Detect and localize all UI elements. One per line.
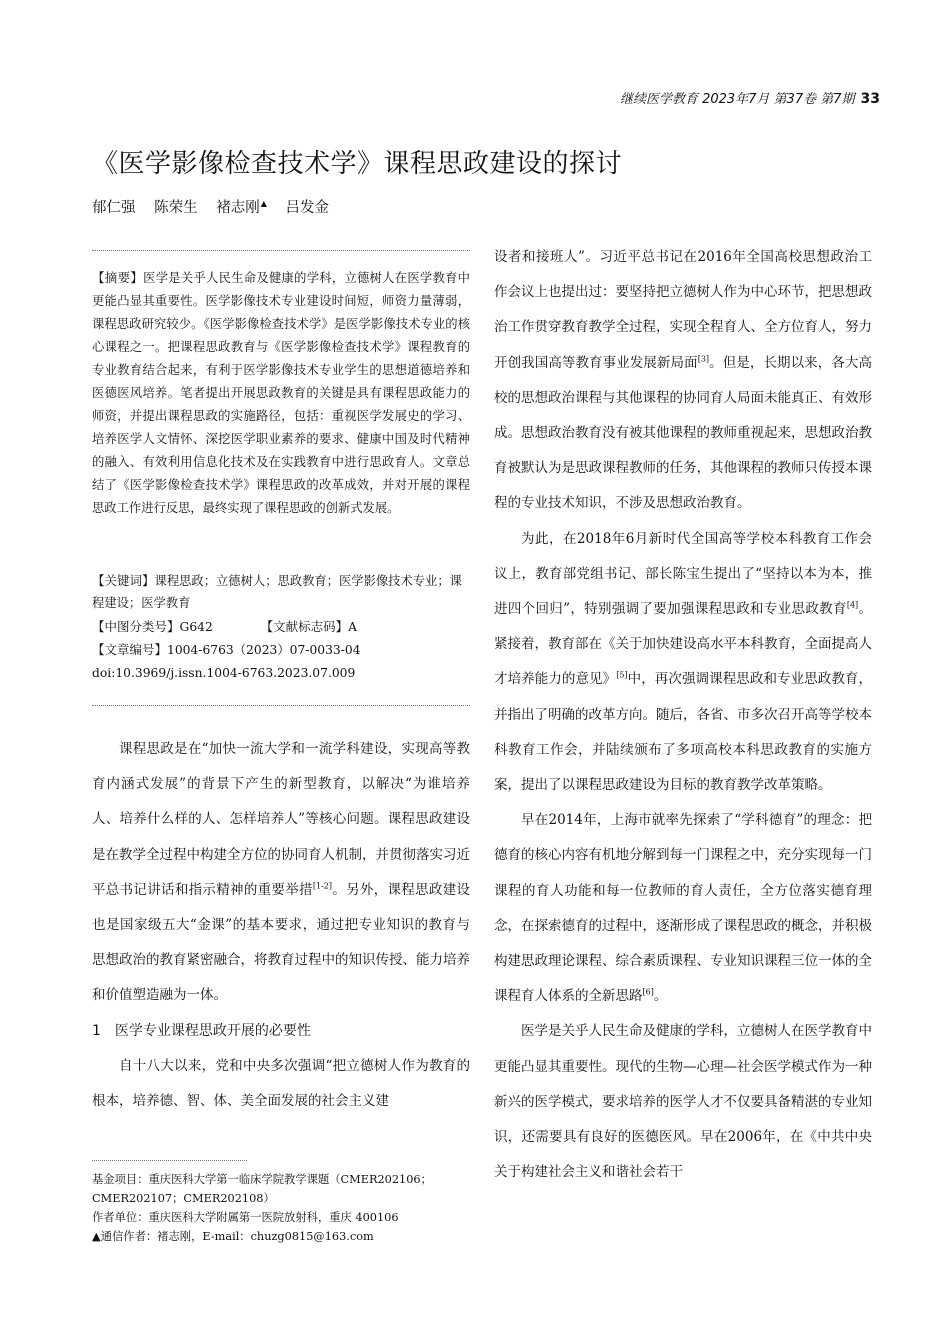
keywords-text: 课程思政；立德树人；思政教育；医学影像技术专业；课程建设；医学教育 — [92, 574, 462, 610]
paragraph-text: 。但是，长期以来，各大高校的思想政治课程与其他课程的协同育人局面未能真正、有效形成。思想政治教育没有被其他课程的教师重视起来，思想政治教育被默认为是思政课程教师的任务，其他课程的教师只传授本课程的专业技术知识，不涉及思想政治教育。 — [494, 354, 873, 512]
journal-info: 继续医学教育 2023年7月 第37卷 第7期 — [619, 92, 855, 107]
author-3 — [216, 200, 267, 216]
article-number-value: 1004-6763（2023）07-0033-04 — [167, 643, 361, 657]
abstract — [92, 266, 470, 520]
footnote-divider — [92, 1160, 247, 1161]
paragraph: 自十八大以来，党和中央多次强调“把立德树人作为教育的根本，培养德、智、体、美全面发展的社会主义建 — [92, 1057, 470, 1110]
doccode-label: 【文献标志码】 — [260, 619, 349, 634]
abstract-bottom-divider — [92, 705, 470, 706]
paragraph-text: 中，再次强调课程思政和专业思政教育，并指出了明确的改革方向。随后，各省、市多次召开高等学校本科教育工作会，并陆续颁布了多项高校本科思政教育的实施方案，提出了以课程思政建设为目标的教育教学改革策略。 — [494, 671, 872, 794]
author-1: 郁仁强 — [92, 200, 136, 216]
article-number-label: 【文章编号】 — [92, 642, 168, 657]
paragraph-text: 早在2014年，上海市就率先探索了“学科德育”的理念：把德育的核心内容有机地分解到每一门课程之中，充分实现每一门课程的育人功能和每一位教师的育人责任，全方位落实德育理念，在探索德育的过程中，逐渐形成了课程思政的概念，并积极构建思政理论课程、综合素质课程、专业知识课程三位一体的全课程育人体系的全新思路 — [494, 812, 872, 1005]
running-header — [600, 88, 880, 107]
keywords-label: 【关键词】 — [92, 573, 155, 588]
article-title: 《医学影像检查技术学》课程思政建设的探讨 — [92, 149, 623, 179]
citation: [5] — [616, 670, 628, 680]
clc-value: G642 — [179, 620, 213, 634]
paragraph-text: 设者和接班人”。习近平总书记在2016年全国高校思想政治工作会议上也提出过：要坚持把立德树人作为中心环节，把思想政治工作贯穿教育教学全过程，实现全程育人、全方位育人，努力开创我国高等教育事业发展新局面 — [494, 249, 872, 371]
author-2: 陈荣生 — [154, 200, 198, 216]
footnotes — [92, 1170, 470, 1246]
page-number: 33 — [860, 91, 880, 107]
paragraph-text: 为此，在2018年6月新时代全国高等学校本科教育工作会议上，教育部党组书记、部长陈宝生提出了“坚持以本为本，推进四个回归”，特别强调了要加强课程思政和专业思政教育 — [494, 530, 872, 618]
doccode-value: A — [348, 620, 358, 634]
keywords — [92, 570, 470, 614]
doi: doi:10.3969/j.issn.1004-6763.2023.07.009 — [92, 666, 356, 680]
paragraph-text: 。紧接着，教育部在《关于加快建设高水平本科教育，全面提高人才培养能力的意见》 — [494, 601, 872, 688]
paragraph-text: 课程思政是在“加快一流大学和一流学科建设，实现高等教育内涵式发展”的背景下产生的新型教育，以解决“为谁培养人、培养什么样的人、怎样培养人”等核心问题。课程思政建设是在教学全过程中构建全方位的协同育人机制，并贯彻落实习近平总书记讲话和指示精神的重要举措 — [92, 741, 470, 898]
abstract-label: 【摘要】 — [92, 270, 144, 285]
left-column — [92, 732, 470, 1119]
paragraph-text: 。另外，课程思政建设也是国家级五大“金课”的基本要求，通过把专业知识的教育与思想政治的教育紧密融合，将教育过程中的知识传授、能力培养和价值塑造融为一体。 — [92, 881, 471, 1004]
citation: [4] — [846, 600, 859, 610]
paragraph — [494, 522, 872, 804]
author-list — [92, 196, 343, 217]
paragraph — [92, 732, 470, 1014]
citation: [6] — [642, 987, 654, 997]
clc-label: 【中图分类号】 — [92, 619, 180, 634]
paragraph — [494, 240, 872, 522]
affiliation-note: 作者单位：重庆医科大学附属第一医院放射科，重庆 400106 — [92, 1211, 399, 1224]
article-number — [92, 639, 470, 661]
abstract-text: 医学是关乎人民生命及健康的学科，立德树人在医学教育中更能凸显其重要性。医学影像技术专业建设时间短，师资力量薄弱，课程思政研究较少。《医学影像检查技术学》是医学影像技术专业的核心课程之一。把课程思政教育与《医学影像检查技术学》课程教育的专业教育结合起来，有利于医学影像技术专业学生的思想道德培养和医德医风培养。笔者提出开展思政教育的关键是具有课程思政能力的师资，并提出课程思政的实施路径，包括：重视医学发展史的学习、培养医学人文情怀、深挖医学职业素养的要求、健康中国及时代精神的融入、有效利用信息化技术及在实践教育中进行思政育人。文章总结了《医学影像检查技术学》课程思政的改革成效，并对开展的课程思政工作进行反思，最终实现了课程思政的创新式发展。 — [92, 271, 470, 515]
right-column — [494, 240, 872, 1190]
abstract-top-divider — [92, 250, 470, 251]
citation: [3] — [697, 354, 710, 364]
corresponding-mark: ▲ — [260, 199, 267, 209]
paragraph-text: 。 — [653, 988, 668, 1005]
author-4: 吕发金 — [285, 200, 329, 216]
paragraph — [494, 803, 872, 1014]
fund-note: 基金项目：重庆医科大学第一临床学院教学课题（CMER202106；CMER202107；CMER202108） — [92, 1173, 432, 1205]
citation: [1-2] — [312, 881, 332, 891]
paragraph: 医学是关乎人民生命及健康的学科，立德树人在医学教育中更能凸显其重要性。现代的生物—心理—社会医学模式作为一种新兴的医学模式，要求培养的医学人才不仅要具备精湛的专业知识，还需要具有良好的医德医风。早在2006年，在《中共中央关于构建社会主义和谐社会若干 — [494, 1023, 872, 1181]
corresponding-note: ▲通信作者：褚志刚，E-mail：chuzg0815@163.com — [92, 1230, 374, 1243]
classification-line — [92, 616, 470, 638]
author-3-name: 褚志刚 — [216, 200, 260, 216]
section-heading: 1 医学专业课程思政开展的必要性 — [92, 1022, 311, 1039]
